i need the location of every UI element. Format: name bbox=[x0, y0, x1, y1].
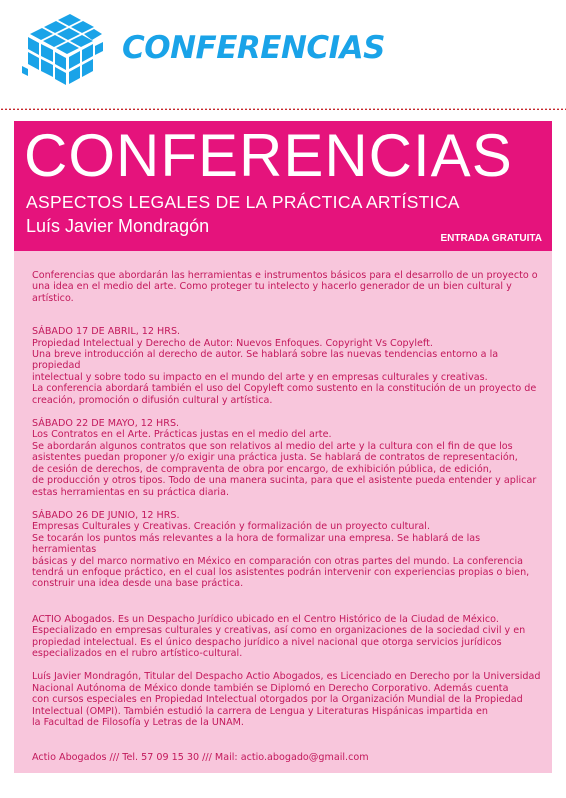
session-date: SÁBADO 22 DE MAYO, 12 HRS. bbox=[32, 418, 180, 430]
contact-line: Actio Abogados /// Tel. 57 09 15 30 /// Mail: actio.abogado@gmail.com bbox=[32, 752, 369, 764]
session-description: Se abordarán algunos contratos que son relativos al medio del arte y la cultura con el fin de que los asistentes puedan proponer y/o exigir una práctica justa. Se hablará de contratos de representación, de cesión de derechos, de compraventa de obra por encargo, de exhibición pública, de edición, de producción y otros tipos. Todo de una manera sucinta, para que el asistente pueda entender y aplicar estas herramientas en su práctica diaria. bbox=[32, 440, 537, 498]
dotted-divider bbox=[0, 108, 566, 110]
banner-title: CONFERENCIAS bbox=[24, 122, 513, 189]
session-topic: Los Contratos en el Arte. Prácticas justas en el medio del arte. bbox=[32, 429, 332, 441]
cube-logo-icon bbox=[22, 14, 106, 90]
banner-subtitle: ASPECTOS LEGALES DE LA PRÁCTICA ARTÍSTICA bbox=[26, 192, 460, 212]
session-description: Se tocarán los puntos más relevantes a la hora de formalizar una empresa. Se hablará de las herramientas básicas y del marco normativo en México en comparación con otras partes del mundo. La conferencia tendrá un enfoque práctico, en el cual los asistentes podrán intervenir con experiencias propias o bien, construir una idea desde una base práctica. bbox=[32, 532, 530, 590]
content-text bbox=[32, 270, 544, 764]
session-topic: Propiedad Intelectual y Derecho de Autor: Nuevos Enfoques. Copyright Vs Copyleft. bbox=[32, 337, 433, 349]
session-date: SÁBADO 26 DE JUNIO, 12 HRS. bbox=[32, 509, 180, 521]
free-entry-badge: ENTRADA GRATUITA bbox=[440, 233, 542, 244]
intro-paragraph: Conferencias que abordarán las herramientas e instrumentos básicos para el desarrollo de un proyecto o una idea en el medio del arte. Como proteger tu intelecto y hacerlo generador de un bien cultural y artístico. bbox=[32, 270, 538, 304]
content-panel bbox=[14, 251, 552, 773]
session-topic: Empresas Culturales y Creativas. Creación y formalización de un proyecto cultural. bbox=[32, 521, 430, 533]
firm-description: ACTIO Abogados. Es un Despacho Jurídico ubicado en el Centro Histórico de la Ciudad de México. Especializado en empresas culturales y creativas, así como en organizaciones de la sociedad civil y en propiedad intelectual. Es el único despacho jurídico a nivel nacional que otorga servicios jurídicos especializados en el rubro artístico-cultural. bbox=[32, 613, 526, 659]
speaker-bio: Luís Javier Mondragón, Titular del Despacho Actio Abogados, es Licenciado en Derecho por la Universidad Nacional Autónoma de México donde también se Diplomó en Derecho Corporativo. Además cuenta con cursos especiales en Propiedad Intelectual otorgados por la Organización Mundial de la Propiedad Intelectual (OMPI). También estudió la carrera de Lengua y Literaturas Hispánicas impartida en la Facultad de Filosofía y Letras de la UNAM. bbox=[32, 671, 541, 728]
header-title: CONFERENCIAS bbox=[122, 30, 385, 66]
banner-author: Luís Javier Mondragón bbox=[26, 216, 210, 236]
title-banner bbox=[14, 121, 552, 251]
session-description: Una breve introducción al derecho de autor. Se hablará sobre las nuevas tendencias entorno a la propiedad intelectual y sobre todo su impacto en el mundo del arte y en empresas culturales y creativas. La conferencia abordará también el uso del Copyleft como sustento en la constitución de un proyecto de creación, promoción o difusión cultural y artística. bbox=[32, 349, 537, 406]
page-header bbox=[0, 0, 566, 110]
session-date: SÁBADO 17 DE ABRIL, 12 HRS. bbox=[32, 326, 181, 338]
